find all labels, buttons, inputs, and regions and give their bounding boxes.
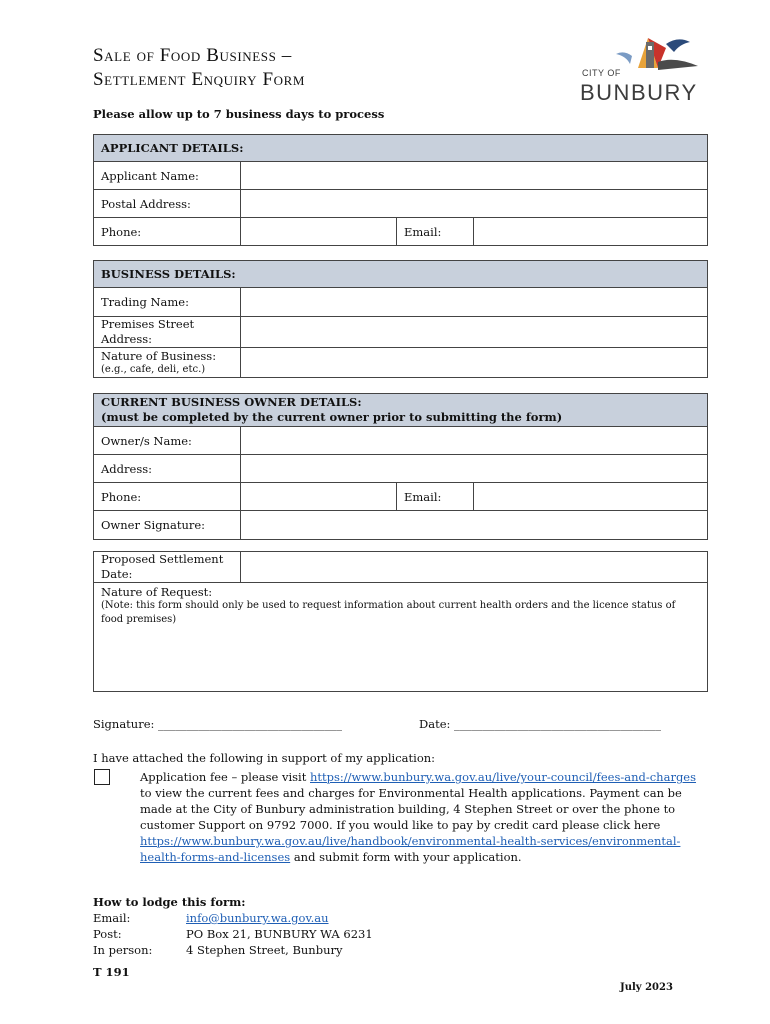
logo-city-of: CITY OF [582,68,621,78]
postal-address-field[interactable] [241,190,708,218]
lodge-post-key: Post: [93,927,122,941]
owner-signature-field[interactable] [241,511,708,540]
lodge-post-value: PO Box 21, BUNBURY WA 6231 [186,927,373,941]
owner-header-line-1: CURRENT BUSINESS OWNER DETAILS: [101,395,362,409]
lodge-person-value: 4 Stephen Street, Bunbury [186,943,343,957]
owner-phone-label: Phone: [94,483,241,511]
premises-address-field[interactable] [241,317,708,348]
request-details-table [93,551,708,692]
owner-address-field[interactable] [241,455,708,483]
owner-address-label: Address: [94,455,241,483]
owner-name-field[interactable] [241,427,708,455]
signature-line[interactable]: Signature: ________________________________ [93,717,343,731]
trading-name-label: Trading Name: [94,288,241,317]
form-code: T 191 [93,965,130,979]
applicant-details-header: APPLICANT DETAILS: [94,135,708,162]
business-details-table [93,260,708,378]
applicant-details-table [93,134,708,246]
nature-business-hint: (e.g., cafe, deli, etc.) [101,363,206,375]
owner-details-table [93,393,708,540]
fees-link[interactable]: https://www.bunbury.wa.gov.au/live/your-council/fees-and-charges [310,770,697,784]
date-line[interactable]: Date: ____________________________________ [419,717,662,731]
premises-address-label [94,317,241,348]
postal-address-label: Postal Address: [94,190,241,218]
lodge-email-link[interactable]: info@bunbury.wa.gov.au [186,911,329,925]
lodge-heading: How to lodge this form: [93,895,246,909]
application-fee-text [140,769,700,865]
applicant-phone-label: Phone: [94,218,241,246]
owner-name-label: Owner/s Name: [94,427,241,455]
attachments-intro: I have attached the following in support of my application: [93,751,436,765]
owner-signature-label: Owner Signature: [94,511,241,540]
form-title-line-1: Sale of Food Business – [93,45,292,66]
nature-business-text: Nature of Business: [101,348,217,363]
settlement-label-line-2: Date: [101,567,133,581]
owner-email-label: Email: [397,483,474,511]
business-details-header: BUSINESS DETAILS: [94,261,708,288]
logo-bunbury: BUNBURY [580,80,698,105]
nature-of-request-field[interactable] [94,583,708,692]
trading-name-field[interactable] [241,288,708,317]
footer-date: July 2023 [620,982,673,993]
premises-label-line-2: Address: [101,332,153,346]
nature-of-request-note: (Note: this form should only be used to request information about current health orders and the licence status of food premises) [101,600,676,625]
owner-email-field[interactable] [474,483,708,511]
nature-of-business-field[interactable] [241,348,708,378]
nature-of-business-label [94,348,241,378]
city-logo [578,30,708,108]
fee-text-1: Application fee – please visit [140,770,310,784]
owner-phone-field[interactable] [241,483,397,511]
processing-notice: Please allow up to 7 business days to process [93,107,385,121]
settlement-date-field[interactable] [241,552,708,583]
applicant-name-field[interactable] [241,162,708,190]
applicant-phone-field[interactable] [241,218,397,246]
owner-header-line-2: (must be completed by the current owner prior to submitting the form) [101,410,563,424]
applicant-email-label: Email: [397,218,474,246]
settlement-label-line-1: Proposed Settlement [101,552,224,566]
fee-text-3: and submit form with your application. [290,850,522,864]
form-title [93,44,305,92]
fee-text-2: to view the current fees and charges for Environmental Health applications. Payment can be made at the City of Bunbury administration building, 4 Stephen Street or over the phone to customer Support on 9792 7000. If you would like to pay by credit card please click here [140,786,682,832]
applicant-email-field[interactable] [474,218,708,246]
owner-details-header [94,394,708,427]
lodge-instructions [93,894,373,958]
applicant-name-label: Applicant Name: [94,162,241,190]
lodge-email-key: Email: [93,911,131,925]
premises-label-line-1: Premises Street [101,317,195,331]
lodge-person-key: In person: [93,943,153,957]
application-fee-checkbox[interactable] [94,769,110,785]
settlement-date-label [94,552,241,583]
nature-of-request-label: Nature of Request: [101,585,213,599]
forms-link[interactable]: https://www.bunbury.wa.gov.au/live/handbook/environmental-health-services/environmental-health-forms-and-licenses [140,834,681,864]
form-title-line-2: Settlement Enquiry Form [93,69,306,90]
